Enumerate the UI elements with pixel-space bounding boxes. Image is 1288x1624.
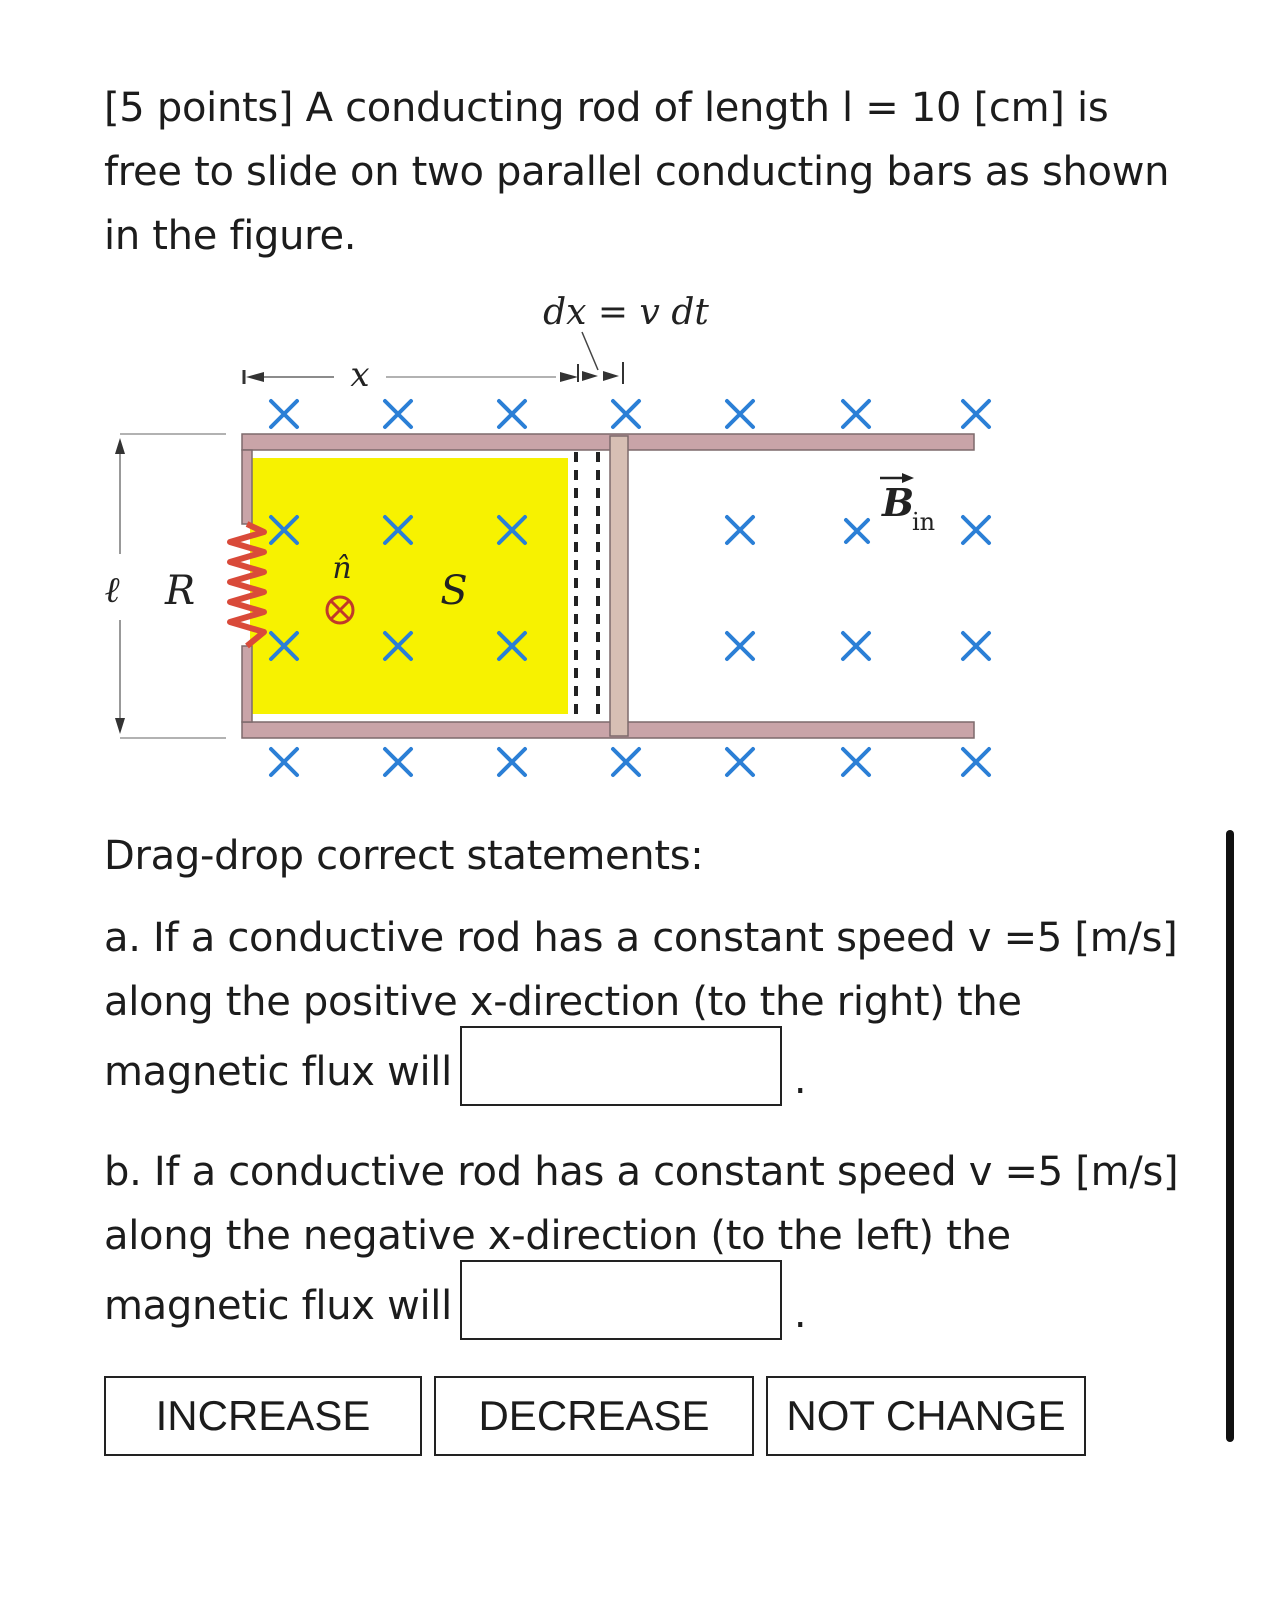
drop-target-a[interactable] [460,1026,782,1106]
left-wire-top [242,450,252,524]
x-mark-icon [385,401,411,427]
option-not-change[interactable]: NOT CHANGE [766,1376,1086,1456]
x-mark-icon [271,401,297,427]
x-mark-icon [843,749,869,775]
scrollbar[interactable] [1226,830,1234,1442]
x-label: x [350,355,370,395]
sliding-rod [610,436,628,736]
rod-circuit-figure [96,284,996,804]
resistor-r-label: R [164,568,196,614]
x-mark-icon [963,749,989,775]
statement-b-text: b. If a conductive rod has a constant speed v =5 [m/s] along the negative x-direction (to the left) the magnetic flux will [104,1149,1179,1329]
flux-area [250,458,568,714]
length-l-label: ℓ [104,570,120,611]
x-mark-icon [499,401,525,427]
left-wire-bottom [242,646,252,722]
x-mark-icon [613,401,639,427]
previous-rod-position [576,452,598,720]
x-mark-icon [843,401,869,427]
x-mark-icon [613,749,639,775]
statement-a-text: a. If a conductive rod has a constant speed v =5 [m/s] along the positive x-direction (to the right) the magnetic flux will [104,915,1178,1095]
x-mark-icon [846,520,868,542]
x-mark-icon [727,633,753,659]
bottom-rail [242,722,974,738]
x-mark-icon [727,401,753,427]
option-increase[interactable]: INCREASE [104,1376,422,1456]
x-mark-icon [963,633,989,659]
statement-a [104,906,1194,1114]
drag-heading: Drag-drop correct statements: [104,833,704,879]
top-rail [242,434,974,450]
x-mark-icon [385,749,411,775]
svg-text:in: in [912,508,936,536]
svg-text:B: B [882,480,915,525]
x-mark-icon [271,749,297,775]
x-mark-icon [963,517,989,543]
x-mark-icon [727,517,753,543]
magnetic-field-label [880,473,935,536]
dx-label: dx = v dt [543,292,709,333]
statement-a-period: . [793,1057,807,1103]
x-dimension [244,355,578,395]
statement-b-period: . [793,1291,807,1337]
option-decrease[interactable]: DECREASE [434,1376,754,1456]
x-mark-icon [499,749,525,775]
x-mark-icon [727,749,753,775]
normal-n-label: n̂ [332,551,352,586]
x-mark-icon [963,401,989,427]
dx-dimension [543,292,709,384]
question-text: [5 points] A conducting rod of length l = 10 [cm] is free to slide on two parallel conducting bars as shown in the figure. [104,85,1170,259]
statement-b [104,1140,1204,1348]
x-mark-icon [843,633,869,659]
drop-target-b[interactable] [460,1260,782,1340]
surface-s-label: S [440,568,468,614]
